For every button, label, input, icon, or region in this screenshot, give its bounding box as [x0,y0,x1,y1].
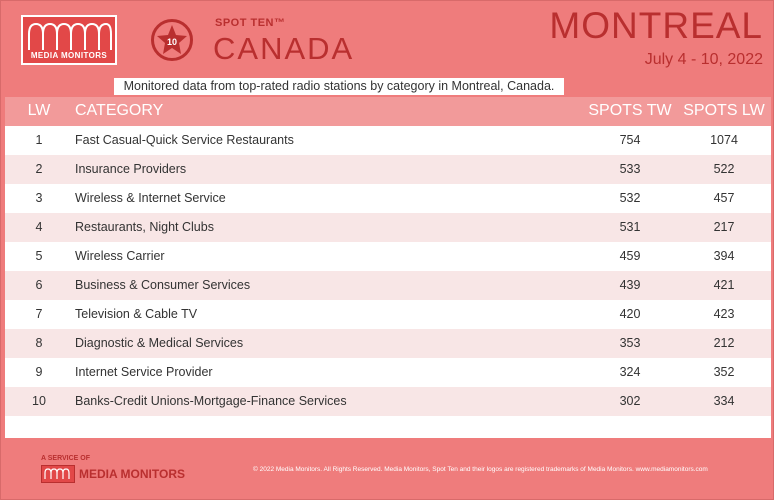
badge-number: 10 [166,37,178,47]
footer-logo-mark [41,465,75,483]
row-lw: 7 [35,307,43,321]
row-spots-lw: 423 [713,307,735,321]
media-monitors-logo [21,15,117,65]
spot-ten-label: SPOT TEN™ [215,17,286,29]
table-row [5,242,771,271]
row-category: Insurance Providers [75,162,187,176]
copyright-text: © 2022 Media Monitors. All Rights Reserved. Media Monitors, Spot Ten and their logos are registered trademarks of Media Monitors. www.mediamonitors.com [253,466,708,473]
row-spots-lw: 212 [713,336,735,350]
footer-brand: MEDIA MONITORS [79,467,186,481]
row-spots-lw: 334 [713,394,735,408]
row-spots-tw: 420 [619,307,641,321]
row-spots-lw: 1074 [710,133,738,147]
row-lw: 5 [35,249,43,263]
column-header-category: CATEGORY [75,102,164,119]
table-row [5,155,771,184]
row-lw: 8 [35,336,43,350]
date-range: July 4 - 10, 2022 [644,51,763,68]
spot-ten-badge [151,19,193,61]
row-spots-tw: 754 [619,133,641,147]
service-of-label: A SERVICE OF [41,455,91,462]
table-header [5,97,771,126]
table-row [5,358,771,387]
row-lw: 2 [35,162,43,176]
table-row [5,184,771,213]
table-row [5,213,771,242]
star-icon [156,24,188,56]
row-spots-tw: 353 [619,336,641,350]
row-spots-lw: 352 [713,365,735,379]
row-spots-tw: 324 [619,365,641,379]
row-category: Restaurants, Night Clubs [75,220,214,234]
row-lw: 10 [32,394,46,408]
country-title: CANADA [213,31,355,66]
column-header-lw: LW [27,102,51,119]
row-lw: 1 [35,133,43,147]
table-row [5,126,771,155]
row-lw: 4 [35,220,43,234]
row-spots-tw: 439 [619,278,641,292]
row-spots-lw: 457 [713,191,735,205]
logo-text: MEDIA MONITORS [30,51,108,60]
row-spots-tw: 459 [619,249,641,263]
row-category: Fast Casual-Quick Service Restaurants [75,133,294,147]
table-body [5,126,771,438]
row-spots-tw: 531 [619,220,641,234]
row-category: Wireless Carrier [75,249,165,263]
row-spots-lw: 394 [713,249,735,263]
waveform-icon [44,468,72,480]
table-row [5,271,771,300]
row-spots-lw: 217 [713,220,735,234]
waveform-icon [27,20,113,52]
table-row [5,387,771,416]
row-spots-tw: 532 [619,191,641,205]
row-spots-tw: 533 [619,162,641,176]
row-spots-lw: 522 [713,162,735,176]
table-row [5,329,771,358]
row-category: Business & Consumer Services [75,278,251,292]
row-category: Diagnostic & Medical Services [75,336,244,350]
row-category: Internet Service Provider [75,365,213,379]
row-lw: 9 [35,365,43,379]
subtitle: Monitored data from top-rated radio stations by category in Montreal, Canada. [114,78,564,95]
column-header-spots-lw: SPOTS LW [683,102,765,119]
row-category: Wireless & Internet Service [75,191,226,205]
row-spots-lw: 421 [713,278,735,292]
row-category: Television & Cable TV [75,307,198,321]
row-lw: 6 [35,278,43,292]
column-header-spots-tw: SPOTS TW [588,102,672,119]
city-title: MONTREAL [549,5,763,46]
row-category: Banks-Credit Unions-Mortgage-Finance Services [75,394,347,408]
row-lw: 3 [35,191,43,205]
table-row [5,300,771,329]
row-spots-tw: 302 [619,394,641,408]
